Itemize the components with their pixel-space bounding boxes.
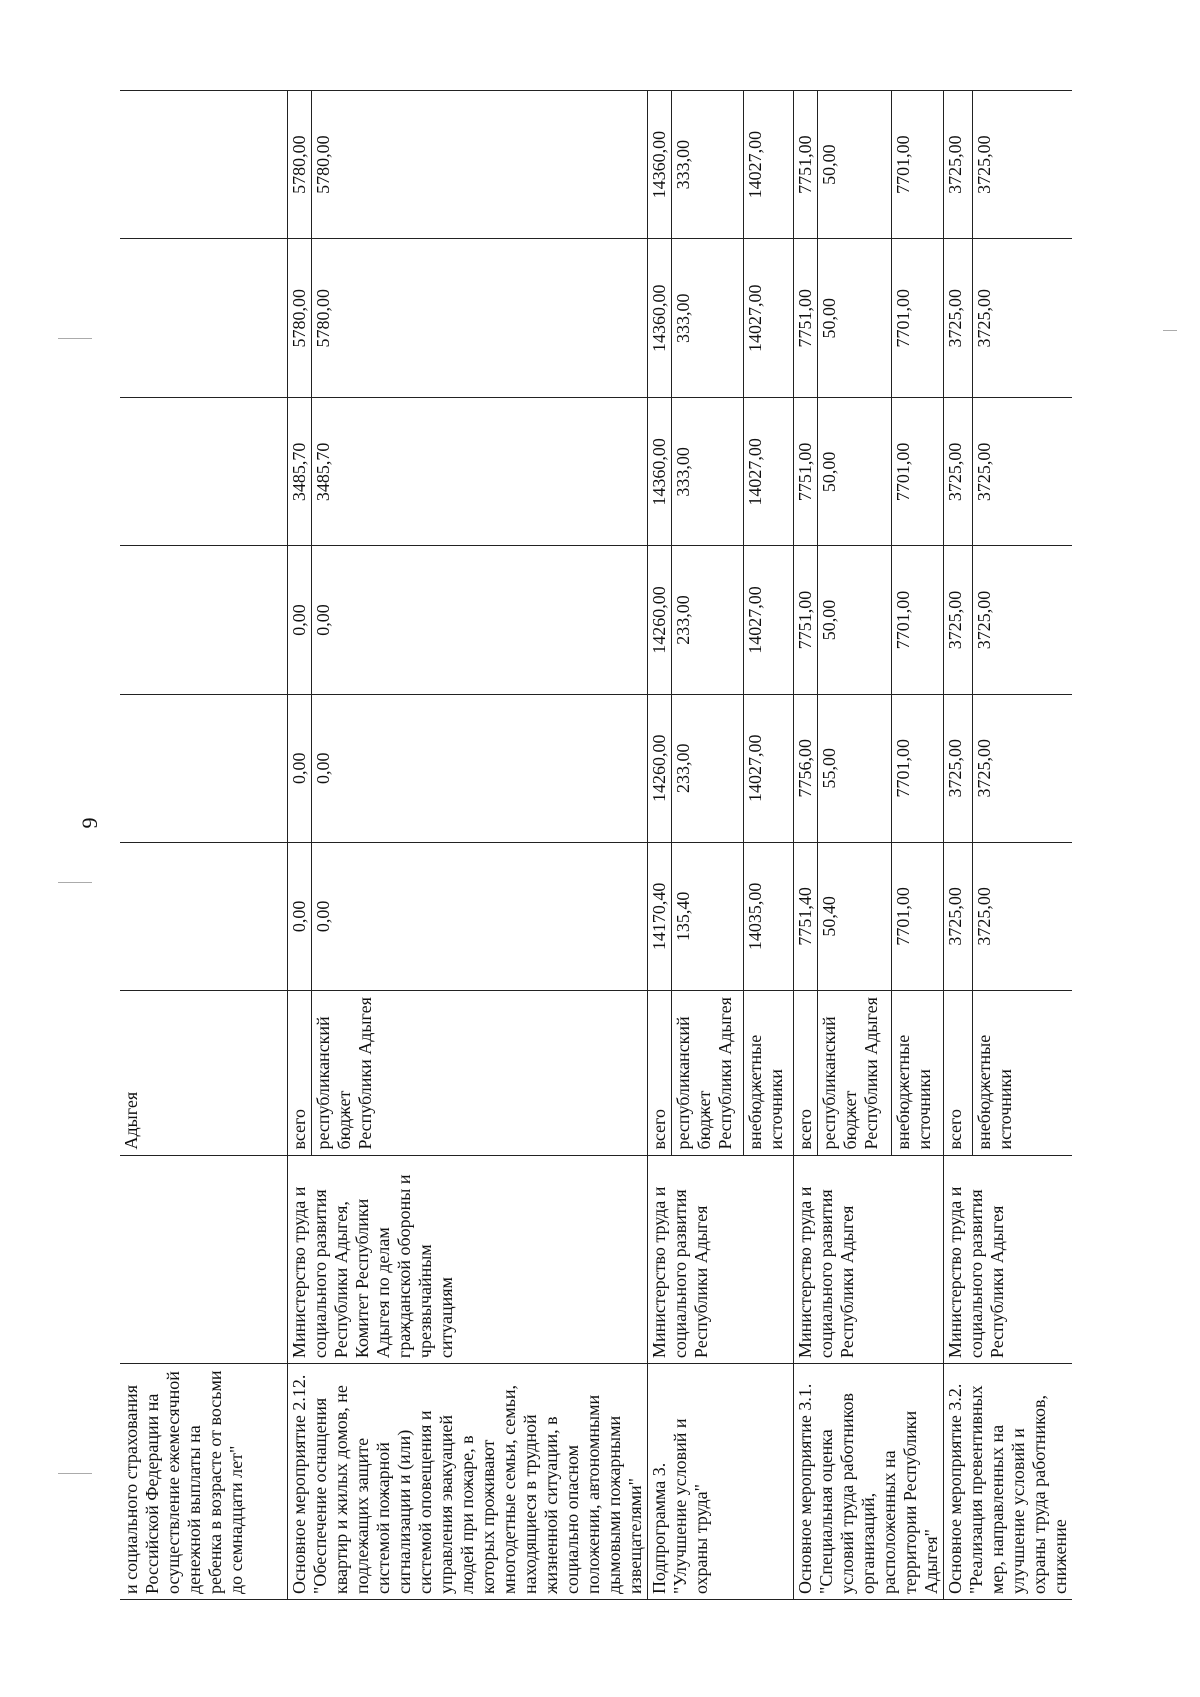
source-cell: республиканский бюджет Республики Адыгея bbox=[818, 990, 892, 1155]
scan-speck bbox=[1163, 330, 1177, 331]
value-cell: 7701,00 bbox=[892, 546, 943, 694]
org-cell: Министерство труда и социального развития Республики Адыгея bbox=[647, 1155, 793, 1364]
value-cell: 14360,00 bbox=[647, 398, 671, 546]
measure-title-cell: Подпрограмма 3. "Улучшение условий и охраны труда" bbox=[647, 1364, 793, 1600]
value-cell: 55,00 bbox=[818, 694, 892, 842]
table-row bbox=[647, 91, 671, 1600]
value-cell: 7701,00 bbox=[892, 842, 943, 990]
value-cell: 50,00 bbox=[818, 546, 892, 694]
value-cell: 0,00 bbox=[287, 546, 311, 694]
value-cell: 14027,00 bbox=[743, 91, 793, 239]
value-cell: 5780,00 bbox=[287, 239, 311, 398]
value-cell: 333,00 bbox=[671, 239, 743, 398]
source-cell: всего bbox=[793, 990, 818, 1155]
measure-title-cell: Основное мероприятие 2.12. "Обеспечение оснащения квартир и жилых домов, не подлежащих защите системой пожарной сигнализации и (или) системой оповещения и управления эвакуацией людей при пожаре, в которых проживают многодетные семьи, семьи, находящиеся в трудной жизненной ситуации, в социально опасном положении, автономными дымовыми пожарными извещателями" bbox=[287, 1364, 647, 1600]
value-cell: 3725,00 bbox=[973, 239, 1072, 398]
value-cell: 0,00 bbox=[287, 842, 311, 990]
source-cell: всего bbox=[287, 990, 311, 1155]
value-cell: 14360,00 bbox=[647, 239, 671, 398]
value-cell: 7701,00 bbox=[892, 239, 943, 398]
value-cell: 14260,00 bbox=[647, 694, 671, 842]
value-cell: 14027,00 bbox=[743, 546, 793, 694]
org-cell bbox=[120, 1155, 287, 1364]
value-cell: 7751,00 bbox=[793, 91, 818, 239]
value-cell: 50,40 bbox=[818, 842, 892, 990]
source-cell: республиканский бюджет Республики Адыгея bbox=[311, 990, 647, 1155]
value-cell: 3725,00 bbox=[973, 91, 1072, 239]
value-cell: 3725,00 bbox=[973, 694, 1072, 842]
value-cell: 7756,00 bbox=[793, 694, 818, 842]
org-cell: Министерство труда и социального развития Республики Адыгея bbox=[793, 1155, 943, 1364]
value-cell: 7701,00 bbox=[892, 91, 943, 239]
value-cell bbox=[120, 398, 287, 546]
value-cell: 5780,00 bbox=[311, 239, 647, 398]
value-cell: 3485,70 bbox=[287, 398, 311, 546]
value-cell: 7701,00 bbox=[892, 694, 943, 842]
value-cell: 7751,00 bbox=[793, 398, 818, 546]
source-cell: внебюджетные источники bbox=[973, 990, 1072, 1155]
value-cell: 0,00 bbox=[287, 694, 311, 842]
value-cell bbox=[120, 91, 287, 239]
value-cell bbox=[120, 694, 287, 842]
scan-speck bbox=[58, 882, 92, 883]
source-cell: всего bbox=[943, 990, 973, 1155]
table-row bbox=[287, 91, 311, 1600]
measure-title-cell: Основное мероприятие 3.2. "Реализация превентивных мер, направленных на улучшение условий и охраны труда работников, снижение bbox=[943, 1364, 1072, 1600]
budget-table bbox=[120, 90, 1072, 1600]
value-cell: 333,00 bbox=[671, 398, 743, 546]
value-cell bbox=[120, 842, 287, 990]
value-cell: 3725,00 bbox=[943, 842, 973, 990]
source-cell: внебюджетные источники bbox=[743, 990, 793, 1155]
scan-speck bbox=[58, 338, 92, 339]
value-cell: 3725,00 bbox=[943, 398, 973, 546]
value-cell: 14260,00 bbox=[647, 546, 671, 694]
value-cell bbox=[120, 239, 287, 398]
value-cell: 233,00 bbox=[671, 694, 743, 842]
source-cell: Адыгея bbox=[120, 990, 287, 1155]
page-number: 9 bbox=[77, 817, 102, 829]
value-cell: 3725,00 bbox=[943, 91, 973, 239]
value-cell: 333,00 bbox=[671, 91, 743, 239]
rotated-table-page bbox=[120, 90, 1130, 1600]
value-cell: 14035,00 bbox=[743, 842, 793, 990]
value-cell: 5780,00 bbox=[287, 91, 311, 239]
value-cell: 3725,00 bbox=[943, 239, 973, 398]
value-cell: 3485,70 bbox=[311, 398, 647, 546]
scan-speck bbox=[58, 1473, 92, 1474]
value-cell bbox=[120, 546, 287, 694]
value-cell: 7751,00 bbox=[793, 239, 818, 398]
table-row bbox=[943, 91, 973, 1600]
value-cell: 3725,00 bbox=[973, 842, 1072, 990]
value-cell: 7751,00 bbox=[793, 546, 818, 694]
value-cell: 14027,00 bbox=[743, 398, 793, 546]
table-body bbox=[120, 91, 1072, 1600]
measure-title-cell: Основное мероприятие 3.1. "Специальная оценка условий труда работников организаций, расположенных на территории Республики Адыгея" bbox=[793, 1364, 943, 1600]
value-cell: 3725,00 bbox=[943, 694, 973, 842]
value-cell: 14027,00 bbox=[743, 239, 793, 398]
value-cell: 233,00 bbox=[671, 546, 743, 694]
org-cell: Министерство труда и социального развития Республики Адыгея, Комитет Республики Адыгея по делам гражданской обороны и чрезвычайным ситуациям bbox=[287, 1155, 647, 1364]
value-cell: 50,00 bbox=[818, 398, 892, 546]
value-cell: 7751,40 bbox=[793, 842, 818, 990]
value-cell: 5780,00 bbox=[311, 91, 647, 239]
value-cell: 135,40 bbox=[671, 842, 743, 990]
source-cell: республиканский бюджет Республики Адыгея bbox=[671, 990, 743, 1155]
value-cell: 3725,00 bbox=[943, 546, 973, 694]
value-cell: 50,00 bbox=[818, 239, 892, 398]
table-row bbox=[793, 91, 818, 1600]
value-cell: 14360,00 bbox=[647, 91, 671, 239]
value-cell: 0,00 bbox=[311, 546, 647, 694]
value-cell: 50,00 bbox=[818, 91, 892, 239]
source-cell: внебюджетные источники bbox=[892, 990, 943, 1155]
measure-title-cell: и социального страхования Российской Федерации на осуществление ежемесячной денежной выплаты на ребенка в возрасте от восьми до семнадцати лет" bbox=[120, 1364, 287, 1600]
org-cell: Министерство труда и социального развития Республики Адыгея bbox=[943, 1155, 1072, 1364]
value-cell: 0,00 bbox=[311, 842, 647, 990]
value-cell: 14027,00 bbox=[743, 694, 793, 842]
value-cell: 3725,00 bbox=[973, 398, 1072, 546]
value-cell: 0,00 bbox=[311, 694, 647, 842]
value-cell: 3725,00 bbox=[973, 546, 1072, 694]
value-cell: 7701,00 bbox=[892, 398, 943, 546]
table-row bbox=[120, 91, 287, 1600]
value-cell: 14170,40 bbox=[647, 842, 671, 990]
source-cell: всего bbox=[647, 990, 671, 1155]
